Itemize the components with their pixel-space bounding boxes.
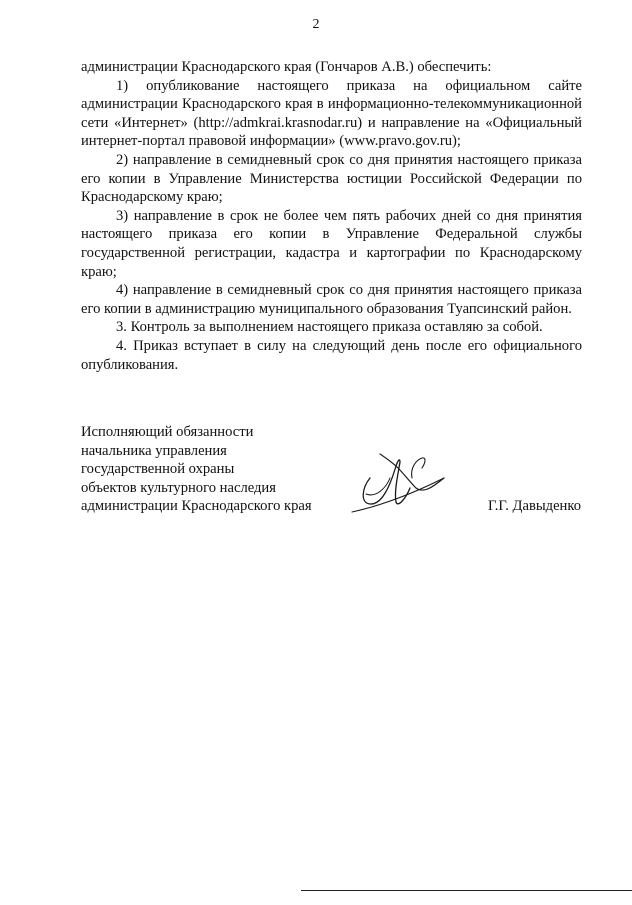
signatory-name: Г.Г. Давыденко	[487, 498, 581, 514]
footer-rule	[301, 890, 632, 891]
paragraph-item-1: 1) опубликование настоящего приказа на официальном сайте администрации Краснодарского края в информационно-телекоммуникационной сети «Интернет» (http://admkrai.krasnodar.ru) и направление на «Официальный интернет-портал правовой информации» (www.pravo.gov.ru);	[81, 77, 582, 150]
paragraph-clause-3: 3. Контроль за выполнением настоящего приказа оставляю за собой.	[116, 319, 543, 336]
position-line-1: Исполняющий обязанности	[81, 424, 254, 440]
position-line-3: государственной охраны	[81, 461, 235, 478]
position-line-5: администрации Краснодарского края	[81, 498, 312, 515]
page-number: 2	[312, 17, 320, 32]
paragraph-item-2: 2) направление в семидневный срок со дня принятия настоящего приказа его копии в Управление Министерства юстиции Российской Федерации по Краснодарскому краю;	[81, 151, 582, 206]
signatory-position	[81, 423, 312, 516]
paragraph-item-4: 4) направление в семидневный срок со дня принятия настоящего приказа его копии в администрацию муниципального образования Туапсинский район.	[81, 282, 582, 317]
handwritten-signature	[340, 448, 452, 518]
paragraph-intro: администрации Краснодарского края (Гончаров А.В.) обеспечить:	[81, 59, 492, 75]
position-line-4: объектов культурного наследия	[81, 479, 276, 496]
paragraph-item-3: 3) направление в срок не более чем пять рабочих дней со дня принятия настоящего приказа его копии в Управление Федеральной службы государственной регистрации, кадастра и картографии по Краснодарскому краю;	[81, 207, 582, 280]
paragraph-clause-4: 4. Приказ вступает в силу на следующий день после его официального опубликования.	[81, 337, 582, 373]
document-body	[81, 58, 582, 374]
position-line-2: начальника управления	[81, 442, 227, 459]
